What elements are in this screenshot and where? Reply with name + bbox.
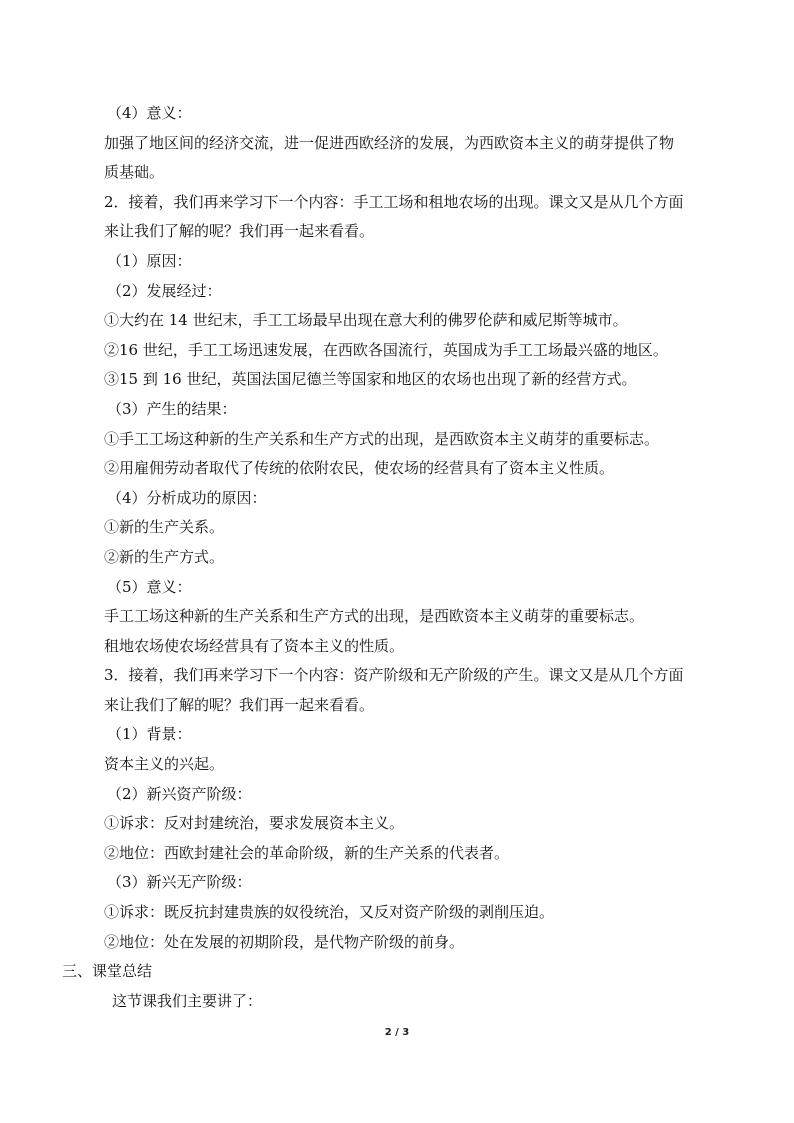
subheading-line: （5）意义： [107, 577, 192, 596]
body-line: ③15 到 16 世纪，英国法国尼德兰等国家和地区的农场也出现了新的经营方式。 [104, 370, 637, 389]
body-line: ②地位：西欧封建社会的革命阶级，新的生产关系的代表者。 [104, 843, 510, 862]
subheading-line: （3）产生的结果： [107, 399, 237, 418]
continuation-line: 质基础。 [104, 163, 165, 182]
body-line: ②用雇佣劳动者取代了传统的依附农民，使农场的经营具有了资本主义性质。 [104, 459, 615, 478]
body-line: 租地农场使农场经营具有了资本主义的性质。 [104, 636, 405, 655]
body-line: 3．接着，我们再来学习下一个内容：资产阶级和无产阶级的产生。课文又是从几个方面 [104, 666, 684, 685]
body-line: 2．接着，我们再来学习下一个内容：手工工场和租地农场的出现。课文又是从几个方面 [104, 192, 684, 211]
body-line: ②地位：处在发展的初期阶段，是代物产阶级的前身。 [104, 932, 465, 951]
page-number: 2 / 3 [384, 1027, 410, 1038]
body-line: 资本主义的兴起。 [104, 755, 225, 774]
body-line: 加强了地区间的经济交流，进一促进西欧经济的发展，为西欧资本主义的萌芽提供了物 [104, 133, 675, 152]
body-line: ②16 世纪，手工工场迅速发展，在西欧各国流行，英国成为手工工场最兴盛的地区。 [104, 340, 668, 359]
subheading-line: （2）新兴资产阶级： [107, 784, 252, 803]
subheading-line: （3）新兴无产阶级： [107, 873, 252, 892]
subheading-line: （4）意义： [107, 104, 192, 122]
body-line: ①诉求：反对封建统治，要求发展资本主义。 [104, 814, 405, 833]
body-line: 手工工场这种新的生产关系和生产方式的出现，是西欧资本主义萌芽的重要标志。 [104, 607, 645, 626]
body-line: ①新的生产关系。 [104, 518, 225, 537]
subheading-line: （4）分析成功的原因： [107, 488, 267, 507]
section-heading: 三、课堂总结 [62, 962, 153, 981]
body-line: ①大约在 14 世纪末，手工工场最早出现在意大利的佛罗伦萨和威尼斯等城市。 [104, 311, 628, 330]
continuation-line: 来让我们了解的呢？我们再一起来看看。 [104, 222, 375, 241]
subheading-line: （2）发展经过： [107, 281, 222, 300]
subheading-line: （1）原因： [107, 251, 192, 270]
body-line: ①诉求：既反抗封建贵族的奴役统治，又反对资产阶级的剥削压迫。 [104, 903, 555, 922]
document-body [0, 99, 794, 1016]
summary-line: 这节课我们主要讲了： [112, 991, 263, 1010]
subheading-line: （1）背景： [107, 725, 192, 744]
body-line: ①手工工场这种新的生产关系和生产方式的出现，是西欧资本主义萌芽的重要标志。 [104, 429, 660, 448]
body-line: ②新的生产方式。 [104, 547, 225, 566]
continuation-line: 来让我们了解的呢？我们再一起来看看。 [104, 695, 375, 714]
